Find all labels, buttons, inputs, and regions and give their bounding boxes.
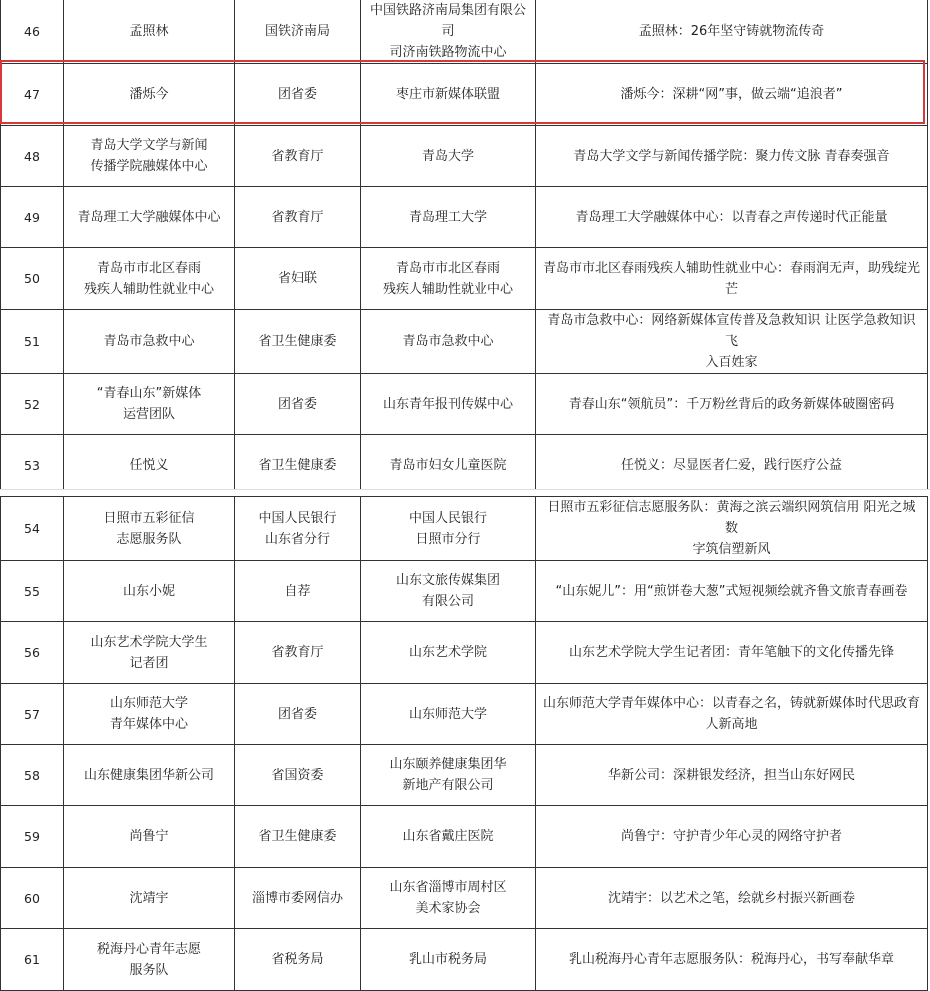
row-number: 51: [1, 310, 64, 374]
story-title: 潘烁今：深耕“网”事，做云端“追浪者”: [536, 64, 928, 126]
recommending-unit: 省教育厅: [235, 187, 361, 248]
recommending-unit: 自荐: [235, 561, 361, 622]
story-title: 青岛市市北区春雨残疾人辅助性就业中心：春雨润无声，助残绽光 芒: [536, 248, 928, 310]
row-number: 48: [1, 126, 64, 187]
table-row: [1, 561, 928, 622]
table-row: [1, 929, 928, 991]
table-row: [1, 187, 928, 248]
story-title: 日照市五彩征信志愿服务队：黄海之滨云端织网筑信用 阳光之城数 字筑信塑新风: [536, 497, 928, 561]
affiliated-unit: 山东颐养健康集团华 新地产有限公司: [361, 745, 536, 806]
table-row: [1, 622, 928, 684]
row-number: 55: [1, 561, 64, 622]
story-title: “山东妮儿”：用“煎饼卷大葱”式短视频绘就齐鲁文旅青春画卷: [536, 561, 928, 622]
story-title: 任悦义：尽显医者仁爱，践行医疗公益: [536, 435, 928, 497]
honoree-name: “青春山东”新媒体 运营团队: [64, 374, 235, 435]
table-row: [1, 745, 928, 806]
honoree-name: 山东小妮: [64, 561, 235, 622]
affiliated-unit: 中国人民银行 日照市分行: [361, 497, 536, 561]
recommending-unit: 团省委: [235, 64, 361, 126]
honoree-name: 沈靖宇: [64, 868, 235, 929]
row-number: 47: [1, 64, 64, 126]
honoree-name: 青岛市市北区春雨 残疾人辅助性就业中心: [64, 248, 235, 310]
affiliated-unit: 中国铁路济南局集团有限公司 司济南铁路物流中心: [361, 0, 536, 64]
affiliated-unit: 山东艺术学院: [361, 622, 536, 684]
affiliated-unit: 青岛理工大学: [361, 187, 536, 248]
table-row: [1, 310, 928, 374]
affiliated-unit: 青岛大学: [361, 126, 536, 187]
affiliated-unit: 枣庄市新媒体联盟: [361, 64, 536, 126]
affiliated-unit: 青岛市急救中心: [361, 310, 536, 374]
row-number: 54: [1, 497, 64, 561]
recommending-unit: 国铁济南局: [235, 0, 361, 64]
recommending-unit: 省卫生健康委: [235, 310, 361, 374]
recommending-unit: 省税务局: [235, 929, 361, 991]
honoree-name: 山东健康集团华新公司: [64, 745, 235, 806]
honoree-name: 青岛理工大学融媒体中心: [64, 187, 235, 248]
honoree-name: 山东艺术学院大学生 记者团: [64, 622, 235, 684]
story-title: 青岛大学文学与新闻传播学院：聚力传文脉 青春奏强音: [536, 126, 928, 187]
honoree-name: 青岛大学文学与新闻 传播学院融媒体中心: [64, 126, 235, 187]
honoree-name: 潘烁今: [64, 64, 235, 126]
row-number: 56: [1, 622, 64, 684]
affiliated-unit: 山东师范大学: [361, 684, 536, 745]
recommending-unit: 省卫生健康委: [235, 435, 361, 497]
honoree-name: 税海丹心青年志愿 服务队: [64, 929, 235, 991]
affiliated-unit: 山东文旅传媒集团 有限公司: [361, 561, 536, 622]
table-row: [1, 248, 928, 310]
table-row: [1, 806, 928, 868]
affiliated-unit: 山东省戴庄医院: [361, 806, 536, 868]
honoree-name: 山东师范大学 青年媒体中心: [64, 684, 235, 745]
row-number: 61: [1, 929, 64, 991]
recommending-unit: 省教育厅: [235, 126, 361, 187]
affiliated-unit: 乳山市税务局: [361, 929, 536, 991]
story-title: 山东艺术学院大学生记者团：青年笔触下的文化传播先锋: [536, 622, 928, 684]
row-number: 50: [1, 248, 64, 310]
honoree-name: 青岛市急救中心: [64, 310, 235, 374]
recommending-unit: 团省委: [235, 684, 361, 745]
story-title: 尚鲁宁：守护青少年心灵的网络守护者: [536, 806, 928, 868]
table-row: [1, 435, 928, 497]
affiliated-unit: 山东省淄博市周村区 美术家协会: [361, 868, 536, 929]
table-row: [1, 684, 928, 745]
story-title: 青春山东“领航员”：千万粉丝背后的政务新媒体破圈密码: [536, 374, 928, 435]
honoree-name: 尚鲁宁: [64, 806, 235, 868]
row-number: 58: [1, 745, 64, 806]
story-title: 孟照林：26年坚守铸就物流传奇: [536, 0, 928, 64]
recommending-unit: 团省委: [235, 374, 361, 435]
recommending-unit: 中国人民银行 山东省分行: [235, 497, 361, 561]
row-number: 60: [1, 868, 64, 929]
honoree-name: 任悦义: [64, 435, 235, 497]
recommending-unit: 省妇联: [235, 248, 361, 310]
story-title: 青岛市急救中心：网络新媒体宣传普及急救知识 让医学急救知识飞 入百姓家: [536, 310, 928, 374]
recommending-unit: 淄博市委网信办: [235, 868, 361, 929]
table-row: [1, 126, 928, 187]
table-row: [1, 64, 928, 126]
recommending-unit: 省卫生健康委: [235, 806, 361, 868]
row-number: 57: [1, 684, 64, 745]
table-row: [1, 868, 928, 929]
story-title: 青岛理工大学融媒体中心：以青春之声传递时代正能量: [536, 187, 928, 248]
story-title: 山东师范大学青年媒体中心：以青春之名，铸就新媒体时代思政育 人新高地: [536, 684, 928, 745]
recommending-unit: 省国资委: [235, 745, 361, 806]
table-row: [1, 0, 928, 64]
row-number: 59: [1, 806, 64, 868]
story-title: 沈靖宇：以艺术之笔，绘就乡村振兴新画卷: [536, 868, 928, 929]
row-number: 52: [1, 374, 64, 435]
honoree-name: 日照市五彩征信 志愿服务队: [64, 497, 235, 561]
row-number: 53: [1, 435, 64, 497]
affiliated-unit: 青岛市市北区春雨 残疾人辅助性就业中心: [361, 248, 536, 310]
affiliated-unit: 青岛市妇女儿童医院: [361, 435, 536, 497]
honoree-name: 孟照林: [64, 0, 235, 64]
affiliated-unit: 山东青年报刊传媒中心: [361, 374, 536, 435]
recommending-unit: 省教育厅: [235, 622, 361, 684]
row-number: 49: [1, 187, 64, 248]
table-row: [1, 374, 928, 435]
story-title: 华新公司：深耕银发经济，担当山东好网民: [536, 745, 928, 806]
row-number: 46: [1, 0, 64, 64]
story-title: 乳山税海丹心青年志愿服务队：税海丹心，书写奉献华章: [536, 929, 928, 991]
table-row: [1, 497, 928, 561]
table-part-2: [0, 496, 928, 991]
